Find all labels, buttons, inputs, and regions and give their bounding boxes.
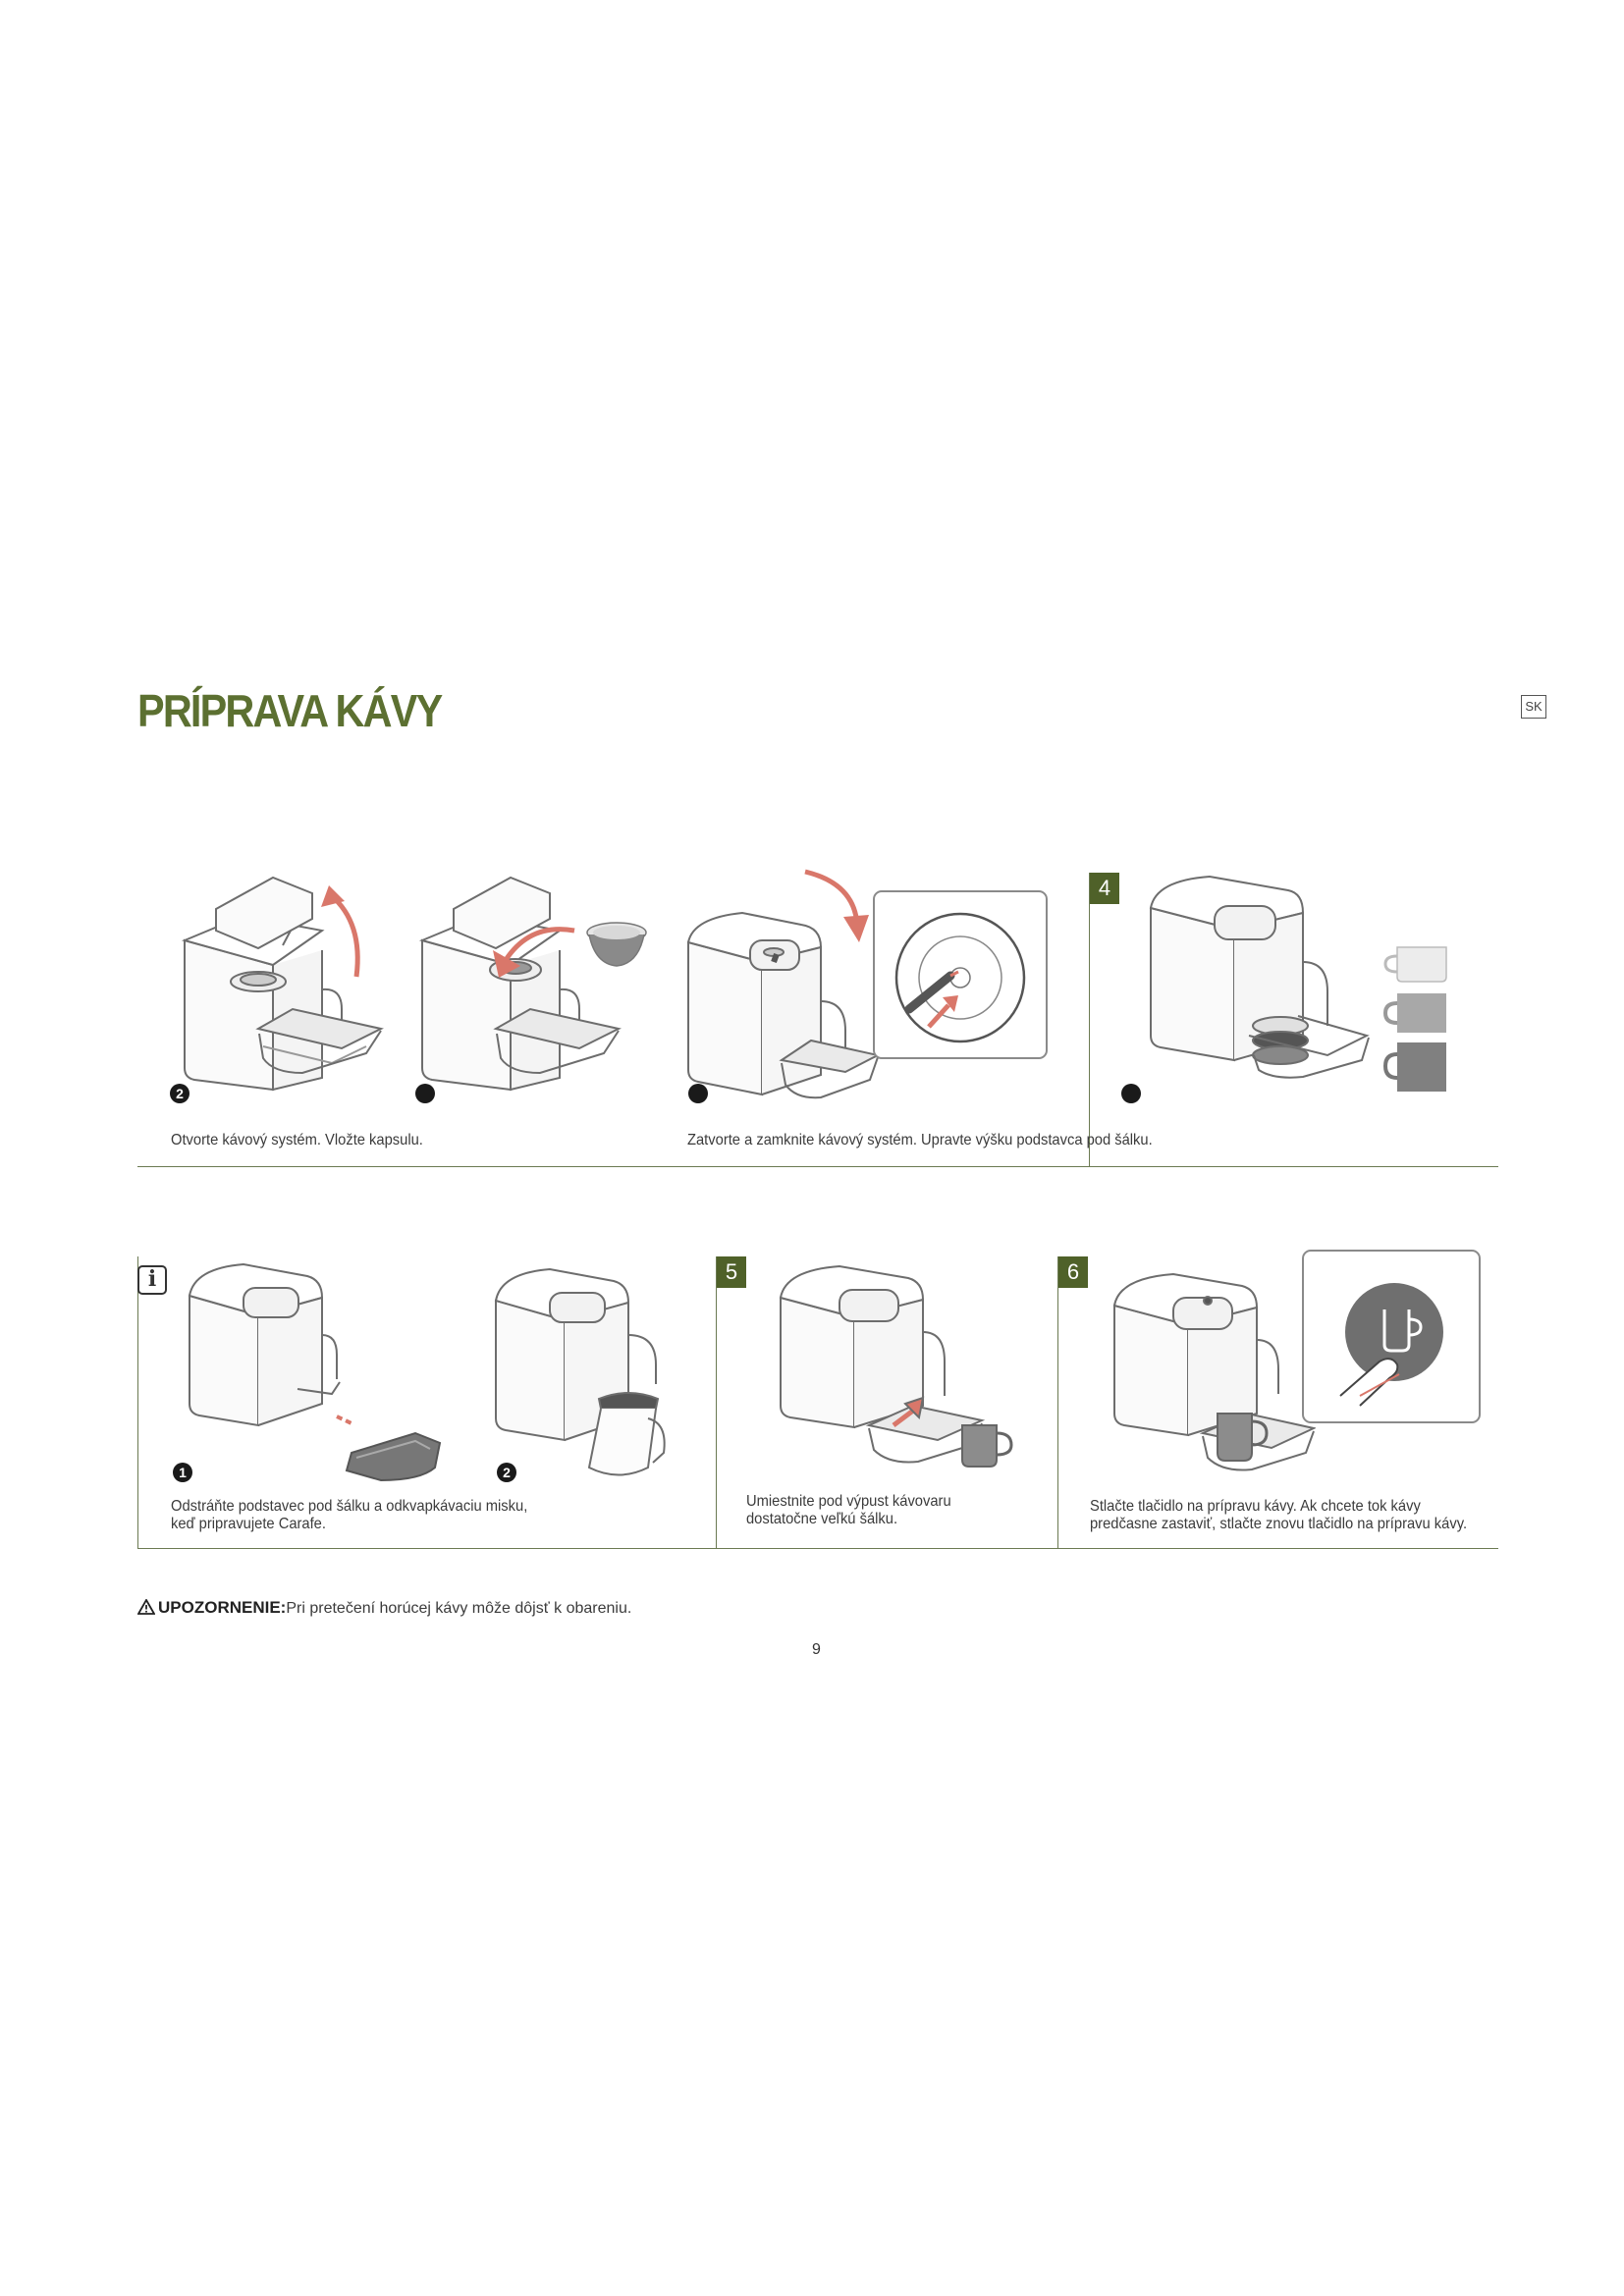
bullet-row2-2: 2 (497, 1463, 516, 1482)
warning-label: UPOZORNENIE: (158, 1598, 287, 1617)
language-badge: SK (1521, 695, 1546, 719)
divider-row1 (137, 1166, 1498, 1167)
info-icon: i (137, 1265, 167, 1295)
warning-note (137, 1598, 631, 1619)
divider-step6 (1057, 1256, 1058, 1548)
lock-zoom-detail (872, 889, 1049, 1061)
step-6-badge: 6 (1058, 1256, 1088, 1288)
machine-brew-illustration (1110, 1266, 1316, 1487)
open-arrow-icon (319, 883, 368, 982)
bullet-2: 2 (170, 1084, 189, 1103)
divider-row2 (137, 1548, 1498, 1549)
machine-carafe-illustration (491, 1261, 687, 1487)
machine-insert-capsule-illustration (403, 872, 628, 1112)
divider-step5 (716, 1256, 717, 1548)
brew-button-zoom (1301, 1249, 1483, 1425)
bullet-4 (1121, 1084, 1141, 1103)
caption-carafe-line2: keď pripravujete Carafe. (171, 1516, 326, 1532)
caption-open-insert: Otvorte kávový systém. Vložte kapsulu. (171, 1132, 423, 1148)
machine-cup-support-illustration (1141, 869, 1377, 1099)
bullet-row2-1: 1 (173, 1463, 192, 1482)
caption-place-cup-line1: Umiestnite pod výpust kávovaru (746, 1493, 951, 1510)
machine-place-cup-illustration (776, 1258, 1021, 1484)
machine-remove-tray-illustration (185, 1256, 450, 1492)
capsule-icon (585, 921, 648, 968)
divider-step4 (1089, 873, 1090, 1166)
insert-arrow-icon (491, 921, 579, 980)
caption-place-cup-line2: dostatočne veľkú šálku. (746, 1511, 898, 1527)
caption-close-adjust: Zatvorte a zamknite kávový systém. Upravte výšku podstavca pod šálku. (687, 1132, 1153, 1148)
warning-text: Pri pretečení horúcej kávy môže dôjsť k obareniu. (286, 1600, 632, 1617)
bullet-3 (415, 1084, 435, 1103)
close-arrow-icon (800, 866, 869, 944)
caption-brew-line1: Stlačte tlačidlo na prípravu kávy. Ak chcete tok kávy (1090, 1498, 1421, 1515)
page-number: 9 (812, 1641, 821, 1658)
warning-icon (137, 1599, 155, 1615)
cup-sizes-icon (1382, 942, 1453, 1095)
step-4-badge: 4 (1090, 873, 1119, 904)
caption-brew-line2: predčasne zastaviť, stlačte znovu tlačidlo na prípravu kávy. (1090, 1516, 1468, 1532)
page-title: PRÍPRAVA KÁVY (137, 685, 442, 736)
bullet-3b (688, 1084, 708, 1103)
caption-carafe-line1: Odstráňte podstavec pod šálku a odkvapkávaciu misku, (171, 1498, 528, 1515)
divider-row2-left (137, 1256, 138, 1548)
step-5-badge: 5 (717, 1256, 746, 1288)
